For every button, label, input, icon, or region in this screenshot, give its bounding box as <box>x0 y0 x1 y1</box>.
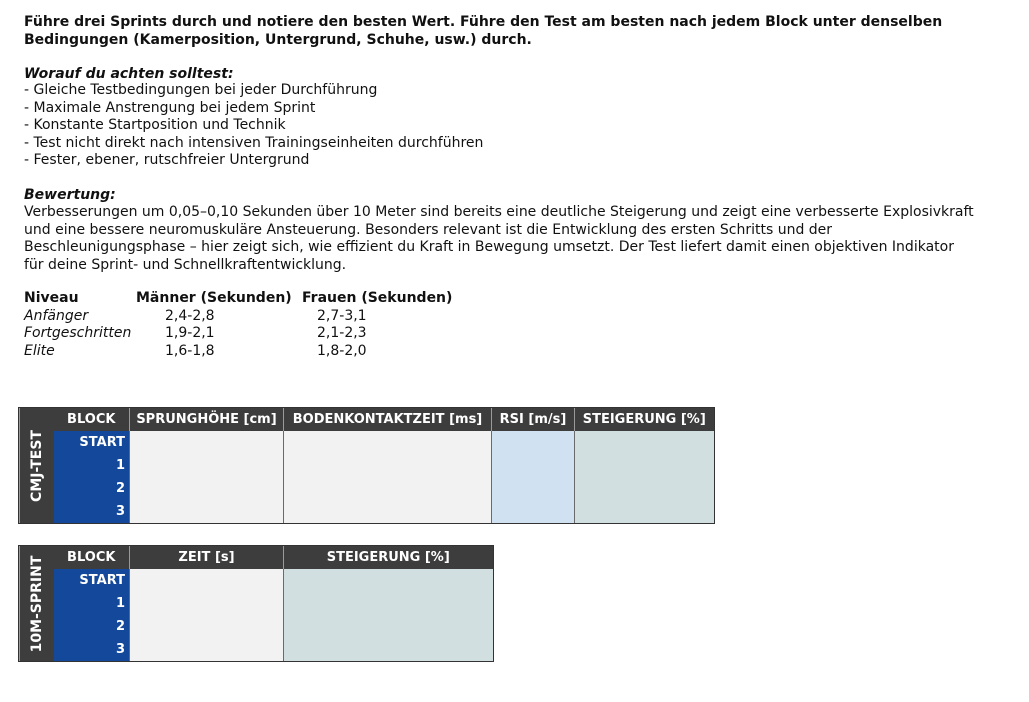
level-name: Fortgeschritten <box>24 325 132 341</box>
sprint-header-block: BLOCK <box>54 546 130 569</box>
list-item: - Test nicht direkt nach intensiven Trainingseinheiten durchführen <box>24 134 484 151</box>
cmj-header-contact-time: BODENKONTAKTZEIT [ms] <box>284 408 492 431</box>
cmj-side-label: CMJ-TEST <box>20 408 54 523</box>
block-label: 2 <box>54 615 130 638</box>
level-women-value: 1,8-2,0 <box>317 342 367 359</box>
levels-header-men: Männer (Sekunden) <box>136 290 292 306</box>
sprint-header-row <box>20 546 493 569</box>
list-item: - Fester, ebener, rutschfreier Untergrund <box>24 152 310 168</box>
block-label: 3 <box>54 638 130 661</box>
rsi-input-area[interactable] <box>492 431 575 523</box>
cmj-header-improvement: STEIGERUNG [%] <box>575 408 714 431</box>
table-row <box>20 569 493 592</box>
sprint-test-table <box>19 546 493 661</box>
improvement-input-area[interactable] <box>575 431 714 523</box>
time-input-area[interactable] <box>130 569 284 661</box>
attention-heading: Worauf du achten solltest: <box>24 66 234 82</box>
block-label: START <box>54 569 130 592</box>
level-name: Elite <box>24 342 55 359</box>
level-men-value: 1,6-1,8 <box>165 342 215 359</box>
level-men-value: 1,9-2,1 <box>165 325 215 341</box>
cmj-header-block: BLOCK <box>54 408 130 431</box>
block-label: 3 <box>54 500 130 523</box>
list-item: - Konstante Startposition und Technik <box>24 117 286 133</box>
evaluation-text: Verbesserungen um 0,05–0,10 Sekunden über 10 Meter sind bereits eine deutliche Steigerung und zeigt eine verbesserte Explosivkraft und eine bessere neuromuskuläre Ansteuerung. Besonders relevant ist die Entwicklung des ersten Schritts und der Beschleunigungsphase – hier zeigt sich, wie effizient du Kraft in Bewegung umsetzt. Der Test liefert damit einen objektiven Indikator für deine Sprint- und Schnellkraftentwicklung. <box>24 204 974 273</box>
block-label: 1 <box>54 454 130 477</box>
sprint-improvement-input-area[interactable] <box>284 569 493 661</box>
table-row <box>20 431 714 454</box>
cmj-header-height: SPRUNGHÖHE [cm] <box>130 408 284 431</box>
height-input-area[interactable] <box>130 431 284 523</box>
cmj-header-rsi: RSI [m/s] <box>492 408 575 431</box>
level-women-value: 2,1-2,3 <box>317 325 367 341</box>
intro-text: Führe drei Sprints durch und notiere den besten Wert. Führe den Test am besten nach jedem Block unter denselben Bedingungen (Kamerposition, Untergrund, Schuhe, usw.) durch. <box>24 14 943 48</box>
level-men-value: 2,4-2,8 <box>165 307 215 324</box>
block-label: 1 <box>54 592 130 615</box>
contact-time-input-area[interactable] <box>284 431 492 523</box>
sprint-header-improvement: STEIGERUNG [%] <box>284 546 493 569</box>
levels-header-niveau: Niveau <box>24 290 79 306</box>
attention-list <box>24 82 483 170</box>
sprint-header-time: ZEIT [s] <box>130 546 284 569</box>
list-item: - Maximale Anstrengung bei jedem Sprint <box>24 99 316 116</box>
list-item: - Gleiche Testbedingungen bei jeder Durchführung <box>24 82 378 98</box>
evaluation-heading: Bewertung: <box>24 187 116 203</box>
block-label: START <box>54 431 130 454</box>
cmj-header-row <box>20 408 714 431</box>
block-label: 2 <box>54 477 130 500</box>
cmj-test-table <box>19 408 714 523</box>
level-women-value: 2,7-3,1 <box>317 307 367 324</box>
sprint-side-label: 10M-SPRINT <box>20 546 54 661</box>
levels-header-women: Frauen (Sekunden) <box>302 290 453 306</box>
level-name: Anfänger <box>24 307 89 324</box>
